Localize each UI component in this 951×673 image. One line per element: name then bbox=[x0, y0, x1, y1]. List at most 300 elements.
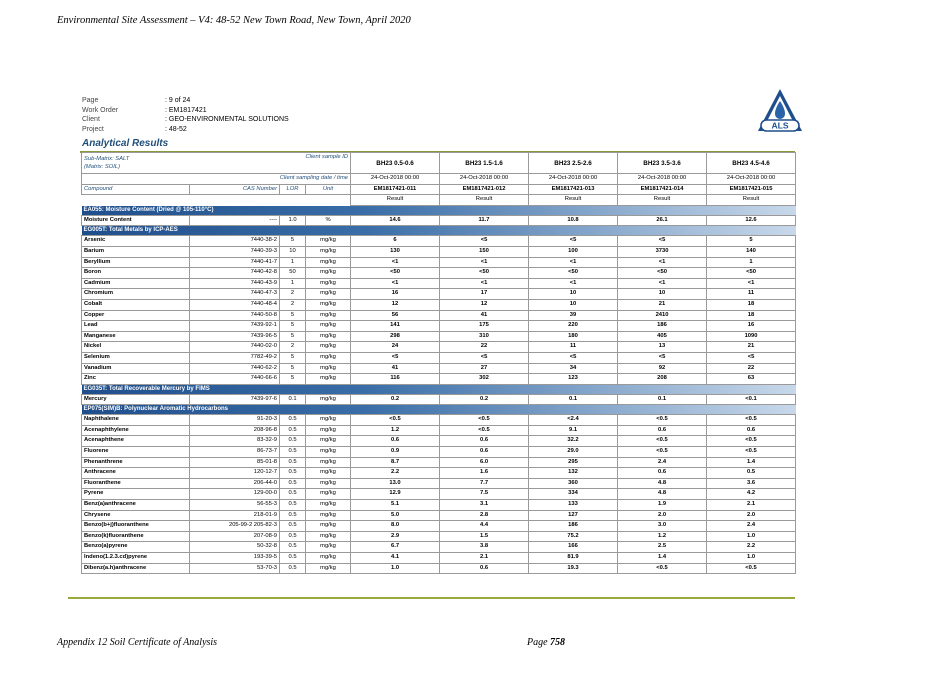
result-value: 1.4 bbox=[707, 457, 796, 468]
result-value: 0.2 bbox=[440, 394, 529, 405]
compound-cell: Vanadium bbox=[82, 363, 190, 374]
unit-cell: mg/kg bbox=[306, 478, 351, 489]
lor-cell: 5 bbox=[280, 331, 306, 342]
result-value: 2.1 bbox=[440, 553, 529, 564]
result-label: Result bbox=[529, 195, 618, 206]
lor-cell: 0.5 bbox=[280, 500, 306, 511]
result-value: 133 bbox=[529, 500, 618, 511]
group-header-row bbox=[82, 384, 796, 394]
cas-cell: 205-99-2 205-82-3 bbox=[190, 521, 280, 532]
result-label: Result bbox=[618, 195, 707, 206]
cas-cell: 129-00-0 bbox=[190, 489, 280, 500]
lor-cell: 5 bbox=[280, 352, 306, 363]
meta-key: Page bbox=[82, 97, 99, 104]
result-value: 1.2 bbox=[618, 531, 707, 542]
table-row bbox=[82, 531, 796, 542]
cas-cell: 207-08-9 bbox=[190, 531, 280, 542]
compound-cell: Dibenz(a.h)anthracene bbox=[82, 563, 190, 574]
result-value: 11.7 bbox=[440, 215, 529, 226]
cas-cell: 120-12-7 bbox=[190, 468, 280, 479]
result-value: 17 bbox=[440, 289, 529, 300]
group-title: EG035T: Total Recoverable Mercury by FIMS bbox=[82, 384, 796, 394]
result-value: 4.2 bbox=[707, 489, 796, 500]
table-row bbox=[82, 246, 796, 257]
compound-cell: Benzo(a)pyrene bbox=[82, 542, 190, 553]
result-value: 5.1 bbox=[351, 500, 440, 511]
compound-cell: Barium bbox=[82, 246, 190, 257]
table-row bbox=[82, 521, 796, 532]
footer-left: Appendix 12 Soil Certificate of Analysis bbox=[57, 637, 218, 648]
lor-cell: 2 bbox=[280, 342, 306, 353]
result-value: 123 bbox=[529, 374, 618, 385]
cas-cell: 7440-66-6 bbox=[190, 374, 280, 385]
result-value: 1.0 bbox=[351, 563, 440, 574]
cas-cell: 206-44-0 bbox=[190, 478, 280, 489]
result-value: 8.0 bbox=[351, 521, 440, 532]
lor-cell: 0.5 bbox=[280, 436, 306, 447]
table-row bbox=[82, 447, 796, 458]
unit-cell: mg/kg bbox=[306, 331, 351, 342]
result-value: <0.5 bbox=[618, 563, 707, 574]
lor-cell: 0.5 bbox=[280, 521, 306, 532]
table-row bbox=[82, 236, 796, 247]
cas-cell: 7440-43-9 bbox=[190, 278, 280, 289]
group-header-row bbox=[82, 405, 796, 415]
group-title: EA055: Moisture Content (Dried @ 105-110°C) bbox=[82, 205, 796, 215]
result-value: <50 bbox=[440, 268, 529, 279]
compound-cell: Acenaphthene bbox=[82, 436, 190, 447]
result-value: 2.5 bbox=[618, 542, 707, 553]
als-logo-icon bbox=[755, 87, 805, 137]
result-value: 92 bbox=[618, 363, 707, 374]
compound-header: Compound bbox=[82, 184, 190, 195]
table-row bbox=[82, 415, 796, 426]
lor-cell: 0.1 bbox=[280, 394, 306, 405]
compound-cell: Benzo(b+j)fluoranthene bbox=[82, 521, 190, 532]
result-value: <5 bbox=[707, 352, 796, 363]
table-row bbox=[82, 321, 796, 332]
table-row bbox=[82, 489, 796, 500]
result-value: 26.1 bbox=[618, 215, 707, 226]
page-title: Analytical Results bbox=[82, 138, 169, 149]
lab-id: EM1817421-013 bbox=[529, 184, 618, 195]
unit-cell: mg/kg bbox=[306, 363, 351, 374]
result-value: 0.5 bbox=[707, 468, 796, 479]
lor-cell: 5 bbox=[280, 363, 306, 374]
result-value: 8.7 bbox=[351, 457, 440, 468]
result-value: <1 bbox=[351, 257, 440, 268]
result-value: 41 bbox=[440, 310, 529, 321]
result-value: 1.5 bbox=[440, 531, 529, 542]
lor-header: LOR bbox=[280, 184, 306, 195]
results-table bbox=[81, 152, 796, 574]
meta-value: : GEO-ENVIRONMENTAL SOLUTIONS bbox=[165, 116, 289, 124]
meta-row-client bbox=[82, 115, 289, 125]
result-label: Result bbox=[351, 195, 440, 206]
cas-cell: 7439-96-5 bbox=[190, 331, 280, 342]
lor-cell: 1.0 bbox=[280, 215, 306, 226]
table-row bbox=[82, 478, 796, 489]
cas-cell: 7440-47-3 bbox=[190, 289, 280, 300]
result-label: Result bbox=[440, 195, 529, 206]
meta-row-project bbox=[82, 125, 289, 135]
result-value: 1.4 bbox=[618, 553, 707, 564]
result-value: <1 bbox=[707, 278, 796, 289]
result-value: 21 bbox=[707, 342, 796, 353]
unit-header: Unit bbox=[306, 184, 351, 195]
result-value: <0.5 bbox=[618, 447, 707, 458]
cas-cell: 7440-62-2 bbox=[190, 363, 280, 374]
cas-cell: 50-32-8 bbox=[190, 542, 280, 553]
lor-cell: 1 bbox=[280, 257, 306, 268]
table-row bbox=[82, 278, 796, 289]
result-value: 0.1 bbox=[618, 394, 707, 405]
result-value: 18 bbox=[707, 310, 796, 321]
sample-id-row bbox=[82, 153, 796, 174]
compound-cell: Naphthalene bbox=[82, 415, 190, 426]
compound-cell: Mercury bbox=[82, 394, 190, 405]
cas-cell: 53-70-3 bbox=[190, 563, 280, 574]
result-value: 2.8 bbox=[440, 510, 529, 521]
submatrix-line: Sub-Matrix: SALT bbox=[84, 156, 130, 162]
unit-cell: mg/kg bbox=[306, 510, 351, 521]
result-value: 2.0 bbox=[707, 510, 796, 521]
unit-cell: mg/kg bbox=[306, 352, 351, 363]
unit-cell: mg/kg bbox=[306, 268, 351, 279]
meta-key: Project bbox=[82, 125, 104, 133]
lor-cell: 0.5 bbox=[280, 489, 306, 500]
result-value: 0.1 bbox=[529, 394, 618, 405]
compound-cell: Indeno(1.2.3.cd)pyrene bbox=[82, 553, 190, 564]
unit-cell: mg/kg bbox=[306, 289, 351, 300]
result-value: 12.6 bbox=[707, 215, 796, 226]
result-value: 10.8 bbox=[529, 215, 618, 226]
result-value: 295 bbox=[529, 457, 618, 468]
result-value: 22 bbox=[440, 342, 529, 353]
result-value: 0.6 bbox=[440, 447, 529, 458]
result-value: <5 bbox=[440, 352, 529, 363]
compound-cell: Anthracene bbox=[82, 468, 190, 479]
compound-cell: Fluoranthene bbox=[82, 478, 190, 489]
result-value: <5 bbox=[618, 236, 707, 247]
result-value: 12.9 bbox=[351, 489, 440, 500]
sampling-date: 24-Oct-2018 00:00 bbox=[707, 174, 796, 185]
table-row bbox=[82, 268, 796, 279]
client-sample-id-label: Client sample ID bbox=[280, 153, 351, 174]
table-row bbox=[82, 553, 796, 564]
table-row bbox=[82, 352, 796, 363]
table-row bbox=[82, 542, 796, 553]
sample-id: BH23 1.5-1.6 bbox=[440, 153, 529, 174]
result-value: 39 bbox=[529, 310, 618, 321]
meta-value: : 9 of 24 bbox=[165, 97, 191, 104]
cas-cell: 91-20-3 bbox=[190, 415, 280, 426]
sampling-date: 24-Oct-2018 00:00 bbox=[618, 174, 707, 185]
compound-cell: Chromium bbox=[82, 289, 190, 300]
lor-cell: 2 bbox=[280, 289, 306, 300]
sampling-date-label: Client sampling date / time bbox=[82, 174, 351, 185]
unit-cell: mg/kg bbox=[306, 236, 351, 247]
result-value: 2.2 bbox=[707, 542, 796, 553]
result-value: 0.9 bbox=[351, 447, 440, 458]
result-value: 27 bbox=[440, 363, 529, 374]
table-row bbox=[82, 468, 796, 479]
result-value: 100 bbox=[529, 246, 618, 257]
cas-cell: 7439-97-6 bbox=[190, 394, 280, 405]
result-value: 1.0 bbox=[707, 531, 796, 542]
result-value: 116 bbox=[351, 374, 440, 385]
compound-cell: Acenaphthylene bbox=[82, 425, 190, 436]
result-value: <5 bbox=[440, 236, 529, 247]
result-value: 175 bbox=[440, 321, 529, 332]
result-value: 10 bbox=[529, 299, 618, 310]
lab-id: EM1817421-015 bbox=[707, 184, 796, 195]
result-value: <0.5 bbox=[707, 447, 796, 458]
result-value: <1 bbox=[618, 257, 707, 268]
result-value: 6 bbox=[351, 236, 440, 247]
result-value: 1.9 bbox=[618, 500, 707, 511]
unit-cell: mg/kg bbox=[306, 321, 351, 332]
sampling-date-row bbox=[82, 174, 796, 185]
table-row bbox=[82, 299, 796, 310]
result-value: 1090 bbox=[707, 331, 796, 342]
result-value: <50 bbox=[707, 268, 796, 279]
unit-cell: mg/kg bbox=[306, 246, 351, 257]
cas-cell: 86-73-7 bbox=[190, 447, 280, 458]
result-value: <1 bbox=[351, 278, 440, 289]
result-value: <1 bbox=[440, 278, 529, 289]
result-value: <0.5 bbox=[707, 415, 796, 426]
unit-cell: mg/kg bbox=[306, 257, 351, 268]
result-value: 5.0 bbox=[351, 510, 440, 521]
result-value: 18 bbox=[707, 299, 796, 310]
unit-cell: mg/kg bbox=[306, 563, 351, 574]
result-value: <5 bbox=[618, 352, 707, 363]
result-value: <50 bbox=[618, 268, 707, 279]
meta-value: : 48-52 bbox=[165, 125, 187, 133]
result-value: 12 bbox=[440, 299, 529, 310]
unit-cell: mg/kg bbox=[306, 310, 351, 321]
result-value: 334 bbox=[529, 489, 618, 500]
result-value: 13.0 bbox=[351, 478, 440, 489]
compound-cell: Phenanthrene bbox=[82, 457, 190, 468]
result-value: 132 bbox=[529, 468, 618, 479]
result-value: 29.0 bbox=[529, 447, 618, 458]
table-row bbox=[82, 342, 796, 353]
result-value: 127 bbox=[529, 510, 618, 521]
result-value: 75.2 bbox=[529, 531, 618, 542]
table-row bbox=[82, 457, 796, 468]
compound-cell: Cadmium bbox=[82, 278, 190, 289]
table-row bbox=[82, 374, 796, 385]
result-value: 10 bbox=[529, 289, 618, 300]
unit-cell: mg/kg bbox=[306, 542, 351, 553]
compound-cell: Beryllium bbox=[82, 257, 190, 268]
result-value: <5 bbox=[529, 236, 618, 247]
result-value: 0.6 bbox=[618, 468, 707, 479]
compound-cell: Fluorene bbox=[82, 447, 190, 458]
result-value: 302 bbox=[440, 374, 529, 385]
unit-cell: mg/kg bbox=[306, 299, 351, 310]
result-value: 2.2 bbox=[351, 468, 440, 479]
result-value: 11 bbox=[529, 342, 618, 353]
result-value: 0.6 bbox=[440, 436, 529, 447]
table-row bbox=[82, 510, 796, 521]
result-value: 1.0 bbox=[707, 553, 796, 564]
result-label: Result bbox=[707, 195, 796, 206]
unit-cell: mg/kg bbox=[306, 278, 351, 289]
meta-row-page bbox=[82, 96, 289, 106]
compound-cell: Selenium bbox=[82, 352, 190, 363]
result-value: <5 bbox=[529, 352, 618, 363]
cas-cell: 193-39-5 bbox=[190, 553, 280, 564]
result-value: 150 bbox=[440, 246, 529, 257]
result-value: 166 bbox=[529, 542, 618, 553]
result-value: 2.4 bbox=[618, 457, 707, 468]
result-value: <2.4 bbox=[529, 415, 618, 426]
cas-cell: 85-01-8 bbox=[190, 457, 280, 468]
lor-cell: 5 bbox=[280, 310, 306, 321]
result-label-row bbox=[82, 195, 796, 206]
cas-cell: 7439-92-1 bbox=[190, 321, 280, 332]
result-value: 3.0 bbox=[618, 521, 707, 532]
group-title: EG005T: Total Metals by ICP-AES bbox=[82, 226, 796, 236]
lor-cell: 0.5 bbox=[280, 510, 306, 521]
cas-header: CAS Number bbox=[190, 184, 280, 195]
result-value: 180 bbox=[529, 331, 618, 342]
result-value: 9.1 bbox=[529, 425, 618, 436]
lor-cell: 0.5 bbox=[280, 542, 306, 553]
result-value: 4.4 bbox=[440, 521, 529, 532]
blank-cell bbox=[82, 195, 351, 206]
result-value: 21 bbox=[618, 299, 707, 310]
document-header: Environmental Site Assessment – V4: 48-52 New Town Road, New Town, April 2020 bbox=[57, 15, 411, 26]
cas-cell: 208-96-8 bbox=[190, 425, 280, 436]
report-meta bbox=[82, 96, 289, 134]
result-value: 34 bbox=[529, 363, 618, 374]
result-value: 405 bbox=[618, 331, 707, 342]
result-value: 5 bbox=[707, 236, 796, 247]
unit-cell: mg/kg bbox=[306, 394, 351, 405]
unit-cell: mg/kg bbox=[306, 436, 351, 447]
table-row bbox=[82, 257, 796, 268]
result-value: <0.5 bbox=[707, 563, 796, 574]
cas-cell: 56-55-3 bbox=[190, 500, 280, 511]
table-row bbox=[82, 425, 796, 436]
lor-cell: 0.5 bbox=[280, 415, 306, 426]
result-value: 140 bbox=[707, 246, 796, 257]
compound-cell: Cobalt bbox=[82, 299, 190, 310]
result-value: <1 bbox=[618, 278, 707, 289]
lor-cell: 5 bbox=[280, 374, 306, 385]
result-value: 2.1 bbox=[707, 500, 796, 511]
unit-cell: mg/kg bbox=[306, 415, 351, 426]
result-value: 7.7 bbox=[440, 478, 529, 489]
unit-cell: mg/kg bbox=[306, 425, 351, 436]
compound-cell: Boron bbox=[82, 268, 190, 279]
result-value: <0.5 bbox=[618, 415, 707, 426]
result-value: 63 bbox=[707, 374, 796, 385]
unit-cell: mg/kg bbox=[306, 500, 351, 511]
result-value: 208 bbox=[618, 374, 707, 385]
result-value: <1 bbox=[529, 257, 618, 268]
result-value: <0.5 bbox=[440, 415, 529, 426]
result-value: 24 bbox=[351, 342, 440, 353]
result-value: 0.6 bbox=[618, 425, 707, 436]
footer-page bbox=[527, 637, 565, 648]
lor-cell: 2 bbox=[280, 299, 306, 310]
compound-cell: Nickel bbox=[82, 342, 190, 353]
result-value: 11 bbox=[707, 289, 796, 300]
result-value: 2.9 bbox=[351, 531, 440, 542]
compound-cell: Benzo(k)fluoranthene bbox=[82, 531, 190, 542]
table-row bbox=[82, 500, 796, 511]
result-value: 10 bbox=[618, 289, 707, 300]
cas-cell: 7782-49-2 bbox=[190, 352, 280, 363]
result-value: 3.8 bbox=[440, 542, 529, 553]
unit-cell: mg/kg bbox=[306, 342, 351, 353]
meta-value: : EM1817421 bbox=[165, 106, 207, 114]
bottom-rule bbox=[68, 597, 795, 599]
lor-cell: 10 bbox=[280, 246, 306, 257]
lor-cell: 0.5 bbox=[280, 425, 306, 436]
compound-cell: Moisture Content bbox=[82, 215, 190, 226]
cas-cell: 7440-48-4 bbox=[190, 299, 280, 310]
compound-cell: Copper bbox=[82, 310, 190, 321]
logo-text: ALS bbox=[771, 120, 789, 131]
meta-key: Client bbox=[82, 116, 100, 124]
result-value: 130 bbox=[351, 246, 440, 257]
compound-cell: Benz(a)anthracene bbox=[82, 500, 190, 511]
unit-cell: mg/kg bbox=[306, 521, 351, 532]
sample-id: BH23 0.5-0.6 bbox=[351, 153, 440, 174]
sample-id: BH23 3.5-3.6 bbox=[618, 153, 707, 174]
result-value: 1.6 bbox=[440, 468, 529, 479]
group-header-row bbox=[82, 205, 796, 215]
cas-cell: 7440-50-8 bbox=[190, 310, 280, 321]
result-value: 4.8 bbox=[618, 478, 707, 489]
table-row bbox=[82, 563, 796, 574]
cas-cell: 7440-38-2 bbox=[190, 236, 280, 247]
result-value: <50 bbox=[351, 268, 440, 279]
column-header-row bbox=[82, 184, 796, 195]
result-value: 19.3 bbox=[529, 563, 618, 574]
compound-cell: Arsenic bbox=[82, 236, 190, 247]
result-value: 310 bbox=[440, 331, 529, 342]
meta-row-work-order bbox=[82, 106, 289, 116]
result-value: 16 bbox=[351, 289, 440, 300]
result-value: 0.6 bbox=[707, 425, 796, 436]
result-value: 2410 bbox=[618, 310, 707, 321]
cas-cell: 7440-42-8 bbox=[190, 268, 280, 279]
result-value: 6.0 bbox=[440, 457, 529, 468]
matrix-line: (Matrix: SOIL) bbox=[84, 164, 121, 170]
result-value: 3.6 bbox=[707, 478, 796, 489]
result-value: 2.4 bbox=[707, 521, 796, 532]
sampling-date: 24-Oct-2018 00:00 bbox=[529, 174, 618, 185]
result-value: 41 bbox=[351, 363, 440, 374]
compound-cell: Manganese bbox=[82, 331, 190, 342]
unit-cell: mg/kg bbox=[306, 374, 351, 385]
group-header-row bbox=[82, 226, 796, 236]
result-value: <0.1 bbox=[707, 394, 796, 405]
result-value: <1 bbox=[529, 278, 618, 289]
lor-cell: 0.5 bbox=[280, 563, 306, 574]
lor-cell: 1 bbox=[280, 278, 306, 289]
result-value: <0.5 bbox=[707, 436, 796, 447]
meta-key: Work Order bbox=[82, 106, 119, 114]
lor-cell: 5 bbox=[280, 236, 306, 247]
